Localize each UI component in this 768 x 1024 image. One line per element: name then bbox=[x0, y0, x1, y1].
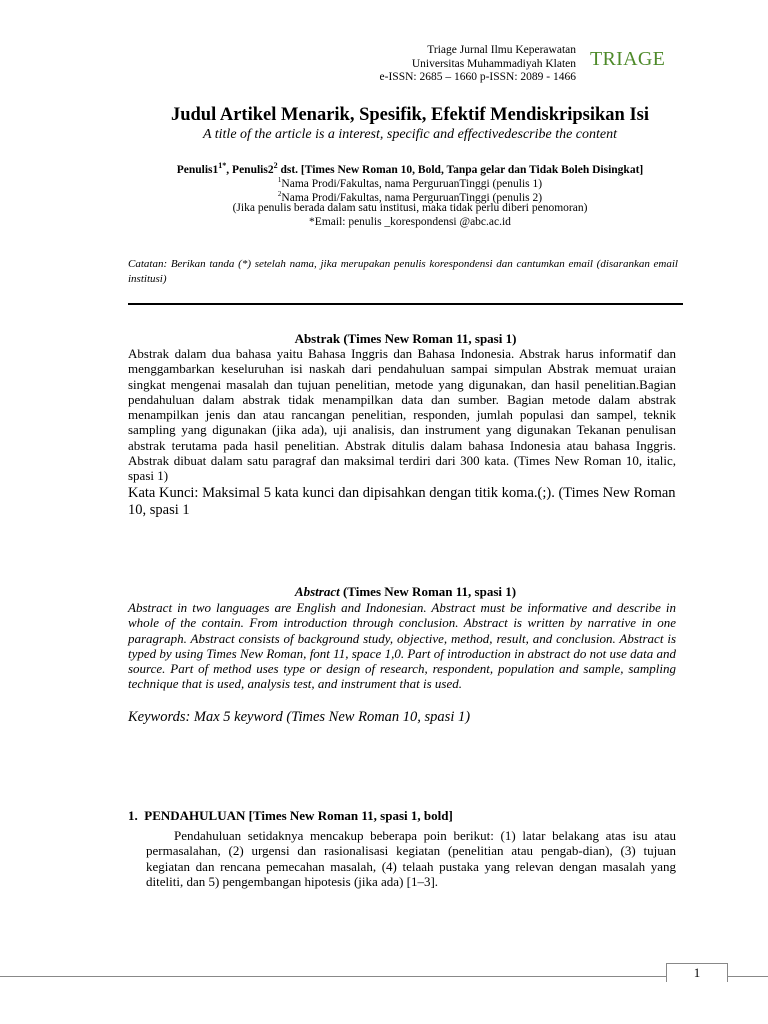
affiliation-1: $^1$Nama Prodi/Fakultas, nama PerguruanTinggi (penulis 1) bbox=[277, 176, 543, 190]
journal-issn: e-ISSN: 2685 – 1660 p-ISSN: 2089 - 1466 bbox=[379, 71, 576, 83]
correspondence-email: *Email: penulis _korespondensi @abc.ac.id bbox=[309, 216, 511, 228]
journal-name: Triage Jurnal Ilmu Keperawatan bbox=[427, 44, 576, 56]
author-2-sup: 2 bbox=[273, 161, 278, 170]
abstract-body: Abstract in two languages are English and Indonesian. Abstract must be informative and describe in whole of the contain. From introduction through conclusion. Abstract is written by narrative in one paragraph. Abstract consists of background study, objective, method, result, and conclusion. Abstract is typed by using Times New Roman, font 11, space 1,0. Part of introduction in abstract do not use data and source. Part of method uses type or design of research, respondent, population and sample, sampling technique that is used, analysis test, and instrument that is used. bbox=[128, 600, 676, 692]
abstract-heading: Abstract (Times New Roman 11, spasi 1) bbox=[294, 584, 517, 599]
author-2: , Penulis2 bbox=[226, 163, 274, 176]
page-number: 1 bbox=[666, 963, 728, 982]
pendahuluan-body: Pendahuluan setidaknya mencakup beberapa poin berikut: (1) latar belakang atas isu atau permasalahan, (2) urgensi dan rasionalisasi kegiatan (penelitian atau pengab-dian), (3) tujuan kegiatan dan rencana pemecahan masalah, (4) telaah pustaka yang relevan dengan masalah yang diteliti, dan 5) pengembangan hipotesis (jika ada) [1–3]. bbox=[146, 828, 676, 889]
abstrak-heading: Abstrak (Times New Roman 11, spasi 1) bbox=[294, 331, 517, 346]
journal-university: Universitas Muhammadiyah Klaten bbox=[411, 57, 576, 70]
affiliation-note: (Jika penulis berada dalam satu institusi, maka tidak perlu diberi penomoran) bbox=[232, 202, 588, 214]
author-1: Penulis1 bbox=[176, 163, 219, 176]
footer-rule bbox=[0, 976, 768, 977]
kata-kunci: Kata Kunci: Maksimal 5 kata kunci dan dipisahkan dengan titik koma.(;). (Times New Roman 10, spasi 1 bbox=[128, 485, 676, 518]
correspondence-note: Catatan: Berikan tanda (*) setelah nama, jika merupakan penulis korespondensi dan cantumkan email (disarankan email institusi) bbox=[128, 258, 678, 285]
affiliation-2: $^2$Nama Prodi/Fakultas, nama PerguruanTinggi (penulis 2) bbox=[277, 190, 543, 204]
journal-header bbox=[256, 44, 576, 85]
article-subtitle: A title of the article is a interest, specific and effectivedescribe the content bbox=[202, 127, 618, 142]
journal-logo: TRIAGE bbox=[590, 48, 666, 70]
divider-line bbox=[128, 303, 683, 305]
abstrak-body: Abstrak dalam dua bahasa yaitu Bahasa Inggris dan Bahasa Indonesia. Abstrak harus informatif dan menggambarkan keseluruhan isi naskah dari pendahuluan sampai simpulan Abstrak memuat uraian singkat mengenai masalah dan tujuan penelitian, metode yang digunakan, dan hasil penelitian.Bagian pendahuluan dalam abstrak tidak menampilkan data dan sumber. Bagian metode dalam abstrak menampilkan jenis dan atau rancangan penelitian, responden, jumlah populasi dan sampel, teknik sampling yang digunakan (jika ada), uji analisis, dan instrument yang digunakan Tekanan penulisan abstrak terutama pada hasil penelitian. Abstrak ditulis dalam bahasa Indonesia atau bahasa Inggris. Abstrak dibuat dalam satu paragraf dan maksimal terdiri dari 300 kata. (Times New Roman 10, italic, spasi 1) bbox=[128, 346, 676, 484]
section-heading-pendahuluan: 1. PENDAHULUAN [Times New Roman 11, spasi 1, bold] bbox=[128, 808, 453, 823]
author-line-rest: dst. [Times New Roman 10, Bold, Tanpa gelar dan Tidak Boleh Disingkat] bbox=[277, 163, 644, 176]
keywords: Keywords: Max 5 keyword (Times New Roman 10, spasi 1) bbox=[128, 709, 471, 725]
article-title: Judul Artikel Menarik, Spesifik, Efektif Mendiskripsikan Isi bbox=[170, 105, 649, 125]
author-1-sup: 1* bbox=[218, 161, 227, 170]
